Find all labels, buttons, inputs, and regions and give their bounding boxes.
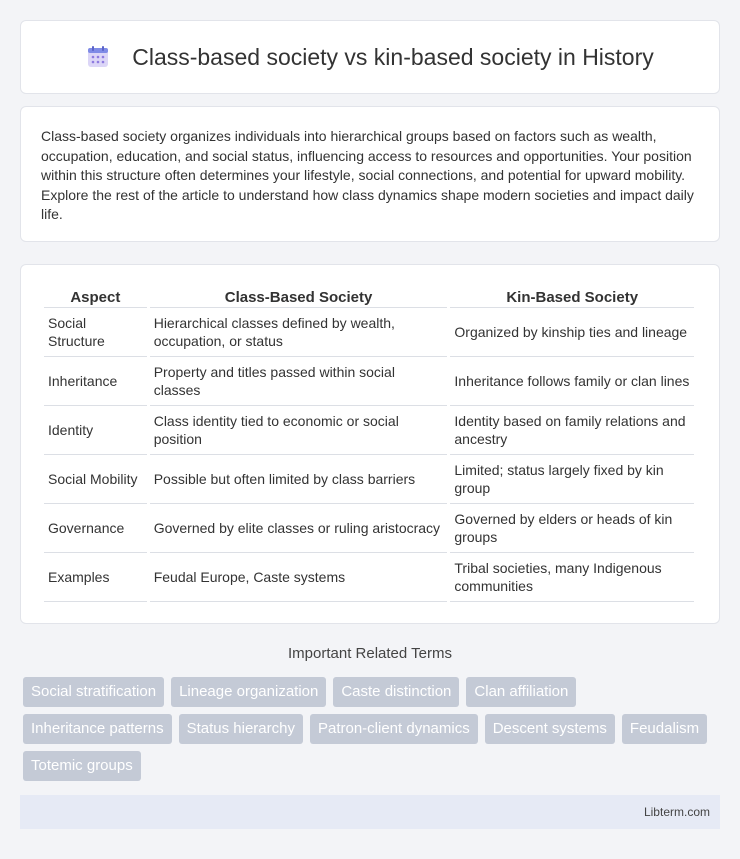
header-kin-based: Kin-Based Society [450,287,694,308]
tag-caste-distinction[interactable]: Caste distinction [333,677,459,707]
related-terms-title: Important Related Terms [288,645,452,662]
tag-descent-systems[interactable]: Descent systems [485,714,615,744]
cell-aspect: Social Structure [44,308,147,357]
tag-social-stratification[interactable]: Social stratification [23,677,164,707]
cell-aspect: Inheritance [44,357,147,406]
header-class-based: Class-Based Society [150,287,448,308]
page-title: Class-based society vs kin-based society in History [132,43,654,70]
footer-site-link[interactable]: Libterm.com [643,805,710,819]
tag-status-hierarchy[interactable]: Status hierarchy [179,714,303,744]
cell-aspect: Examples [44,553,147,602]
cell-kin-based: Inheritance follows family or clan lines [450,357,694,406]
cell-aspect: Governance [44,504,147,553]
cell-kin-based: Organized by kinship ties and lineage [450,308,694,357]
cell-aspect: Identity [44,406,147,455]
tag-totemic-groups[interactable]: Totemic groups [23,751,141,781]
comparison-table [41,287,697,602]
table-row [44,308,694,357]
related-terms-list [23,677,723,781]
table-row [44,504,694,553]
cell-kin-based: Identity based on family relations and ancestry [450,406,694,455]
cell-aspect: Social Mobility [44,455,147,504]
cell-class-based: Hierarchical classes defined by wealth, occupation, or status [150,308,448,357]
cell-class-based: Feudal Europe, Caste systems [150,553,448,602]
cell-class-based: Property and titles passed within social classes [150,357,448,406]
tag-clan-affiliation[interactable]: Clan affiliation [466,677,576,707]
cell-class-based: Possible but often limited by class barriers [150,455,448,504]
cell-class-based: Governed by elite classes or ruling aristocracy [150,504,448,553]
intro-card [20,106,720,242]
cell-kin-based: Tribal societies, many Indigenous communities [450,553,694,602]
intro-text: Class-based society organizes individuals into hierarchical groups based on factors such as wealth, occupation, education, and social status, influencing access to resources and opportunities. Your position within this structure often determines your lifestyle, social connections, and potential for upward mobility. Explore the rest of the article to understand how class dynamics shape modern societies and impact daily life. [41,128,694,222]
tag-inheritance-patterns[interactable]: Inheritance patterns [23,714,172,744]
calendar-icon [86,45,110,69]
table-header-row [44,287,694,308]
tag-patron-client-dynamics[interactable]: Patron-client dynamics [310,714,478,744]
header-card [20,20,720,94]
tag-feudalism[interactable]: Feudalism [622,714,707,744]
table-row [44,406,694,455]
cell-class-based: Class identity tied to economic or social position [150,406,448,455]
table-row [44,455,694,504]
comparison-table-card [20,264,720,624]
table-row [44,357,694,406]
header-aspect: Aspect [44,287,147,308]
tag-lineage-organization[interactable]: Lineage organization [171,677,326,707]
table-row [44,553,694,602]
footer [20,795,720,829]
cell-kin-based: Limited; status largely fixed by kin group [450,455,694,504]
cell-kin-based: Governed by elders or heads of kin groups [450,504,694,553]
